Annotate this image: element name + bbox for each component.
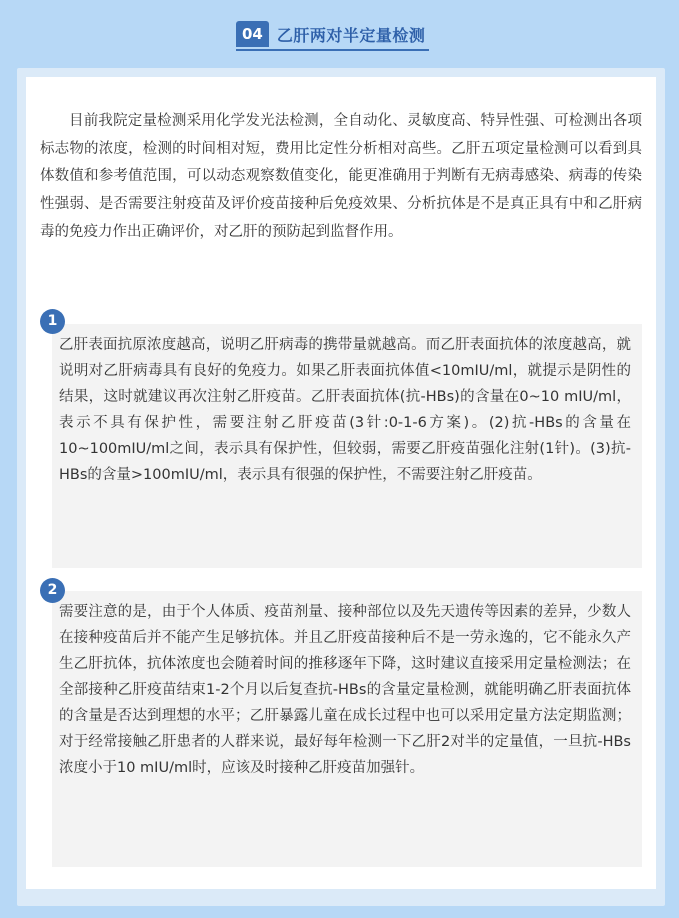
point-number-badge-1: 1 [40, 309, 65, 334]
point-box-1 [52, 324, 642, 568]
section-heading [236, 19, 429, 51]
intro-paragraph: 目前我院定量检测采用化学发光法检测，全自动化、灵敏度高、特异性强、可检测出各项标志物的浓度，检测的时间相对短，费用比定性分析相对高些。乙肝五项定量检测可以看到具体数值和参考值范围，可以动态观察数值变化，能更准确用于判断有无病毒感染、病毒的传染性强弱、是否需要注射疫苗及评价疫苗接种后免疫效果、分析抗体是不是真正具有中和乙肝病毒的免疫力作出正确评价，对乙肝的预防起到监督作用。 [40, 113, 642, 240]
point-number-badge-2: 2 [40, 578, 65, 603]
point-text-2: 需要注意的是，由于个人体质、疫苗剂量、接种部位以及先天遗传等因素的差异，少数人在接种疫苗后并不能产生足够抗体。并且乙肝疫苗接种后不是一劳永逸的，它不能永久产生乙肝抗体，抗体浓度也会随着时间的推移逐年下降，这时建议直接采用定量检测法；在全部接种乙肝疫苗结束1-2个月以后复查抗-HBs的含量定量检测，就能明确乙肝表面抗体的含量是否达到理想的水平；乙肝暴露儿童在成长过程中也可以采用定量方法定期监测；对于经常接触乙肝患者的人群来说，最好每年检测一下乙肝2对半的定量值，一旦抗-HBs浓度小于10 mIU/ml时，应该及时接种乙肝疫苗加强针。 [59, 604, 631, 776]
point-box-2 [52, 591, 642, 867]
section-title: 乙肝两对半定量检测 [276, 25, 426, 45]
section-number-badge: 04 [236, 21, 269, 47]
section-header [0, 0, 679, 68]
point-text-1: 乙肝表面抗原浓度越高，说明乙肝病毒的携带量就越高。而乙肝表面抗体的浓度越高，就说明对乙肝病毒具有良好的免疫力。如果乙肝表面抗体值<10mIU/ml，就提示是阴性的结果，这时就建议再次注射乙肝疫苗。乙肝表面抗体(抗-HBs)的含量在0~10 mIU/ml，表示不具有保护性，需要注射乙肝疫苗(3针:0-1-6方案)。(2)抗-HBs的含量在10~100mIU/ml之间，表示具有保护性，但较弱，需要乙肝疫苗强化注射(1针)。(3)抗-HBs的含量>100mIU/ml，表示具有很强的保护性，不需要注射乙肝疫苗。 [59, 337, 631, 483]
